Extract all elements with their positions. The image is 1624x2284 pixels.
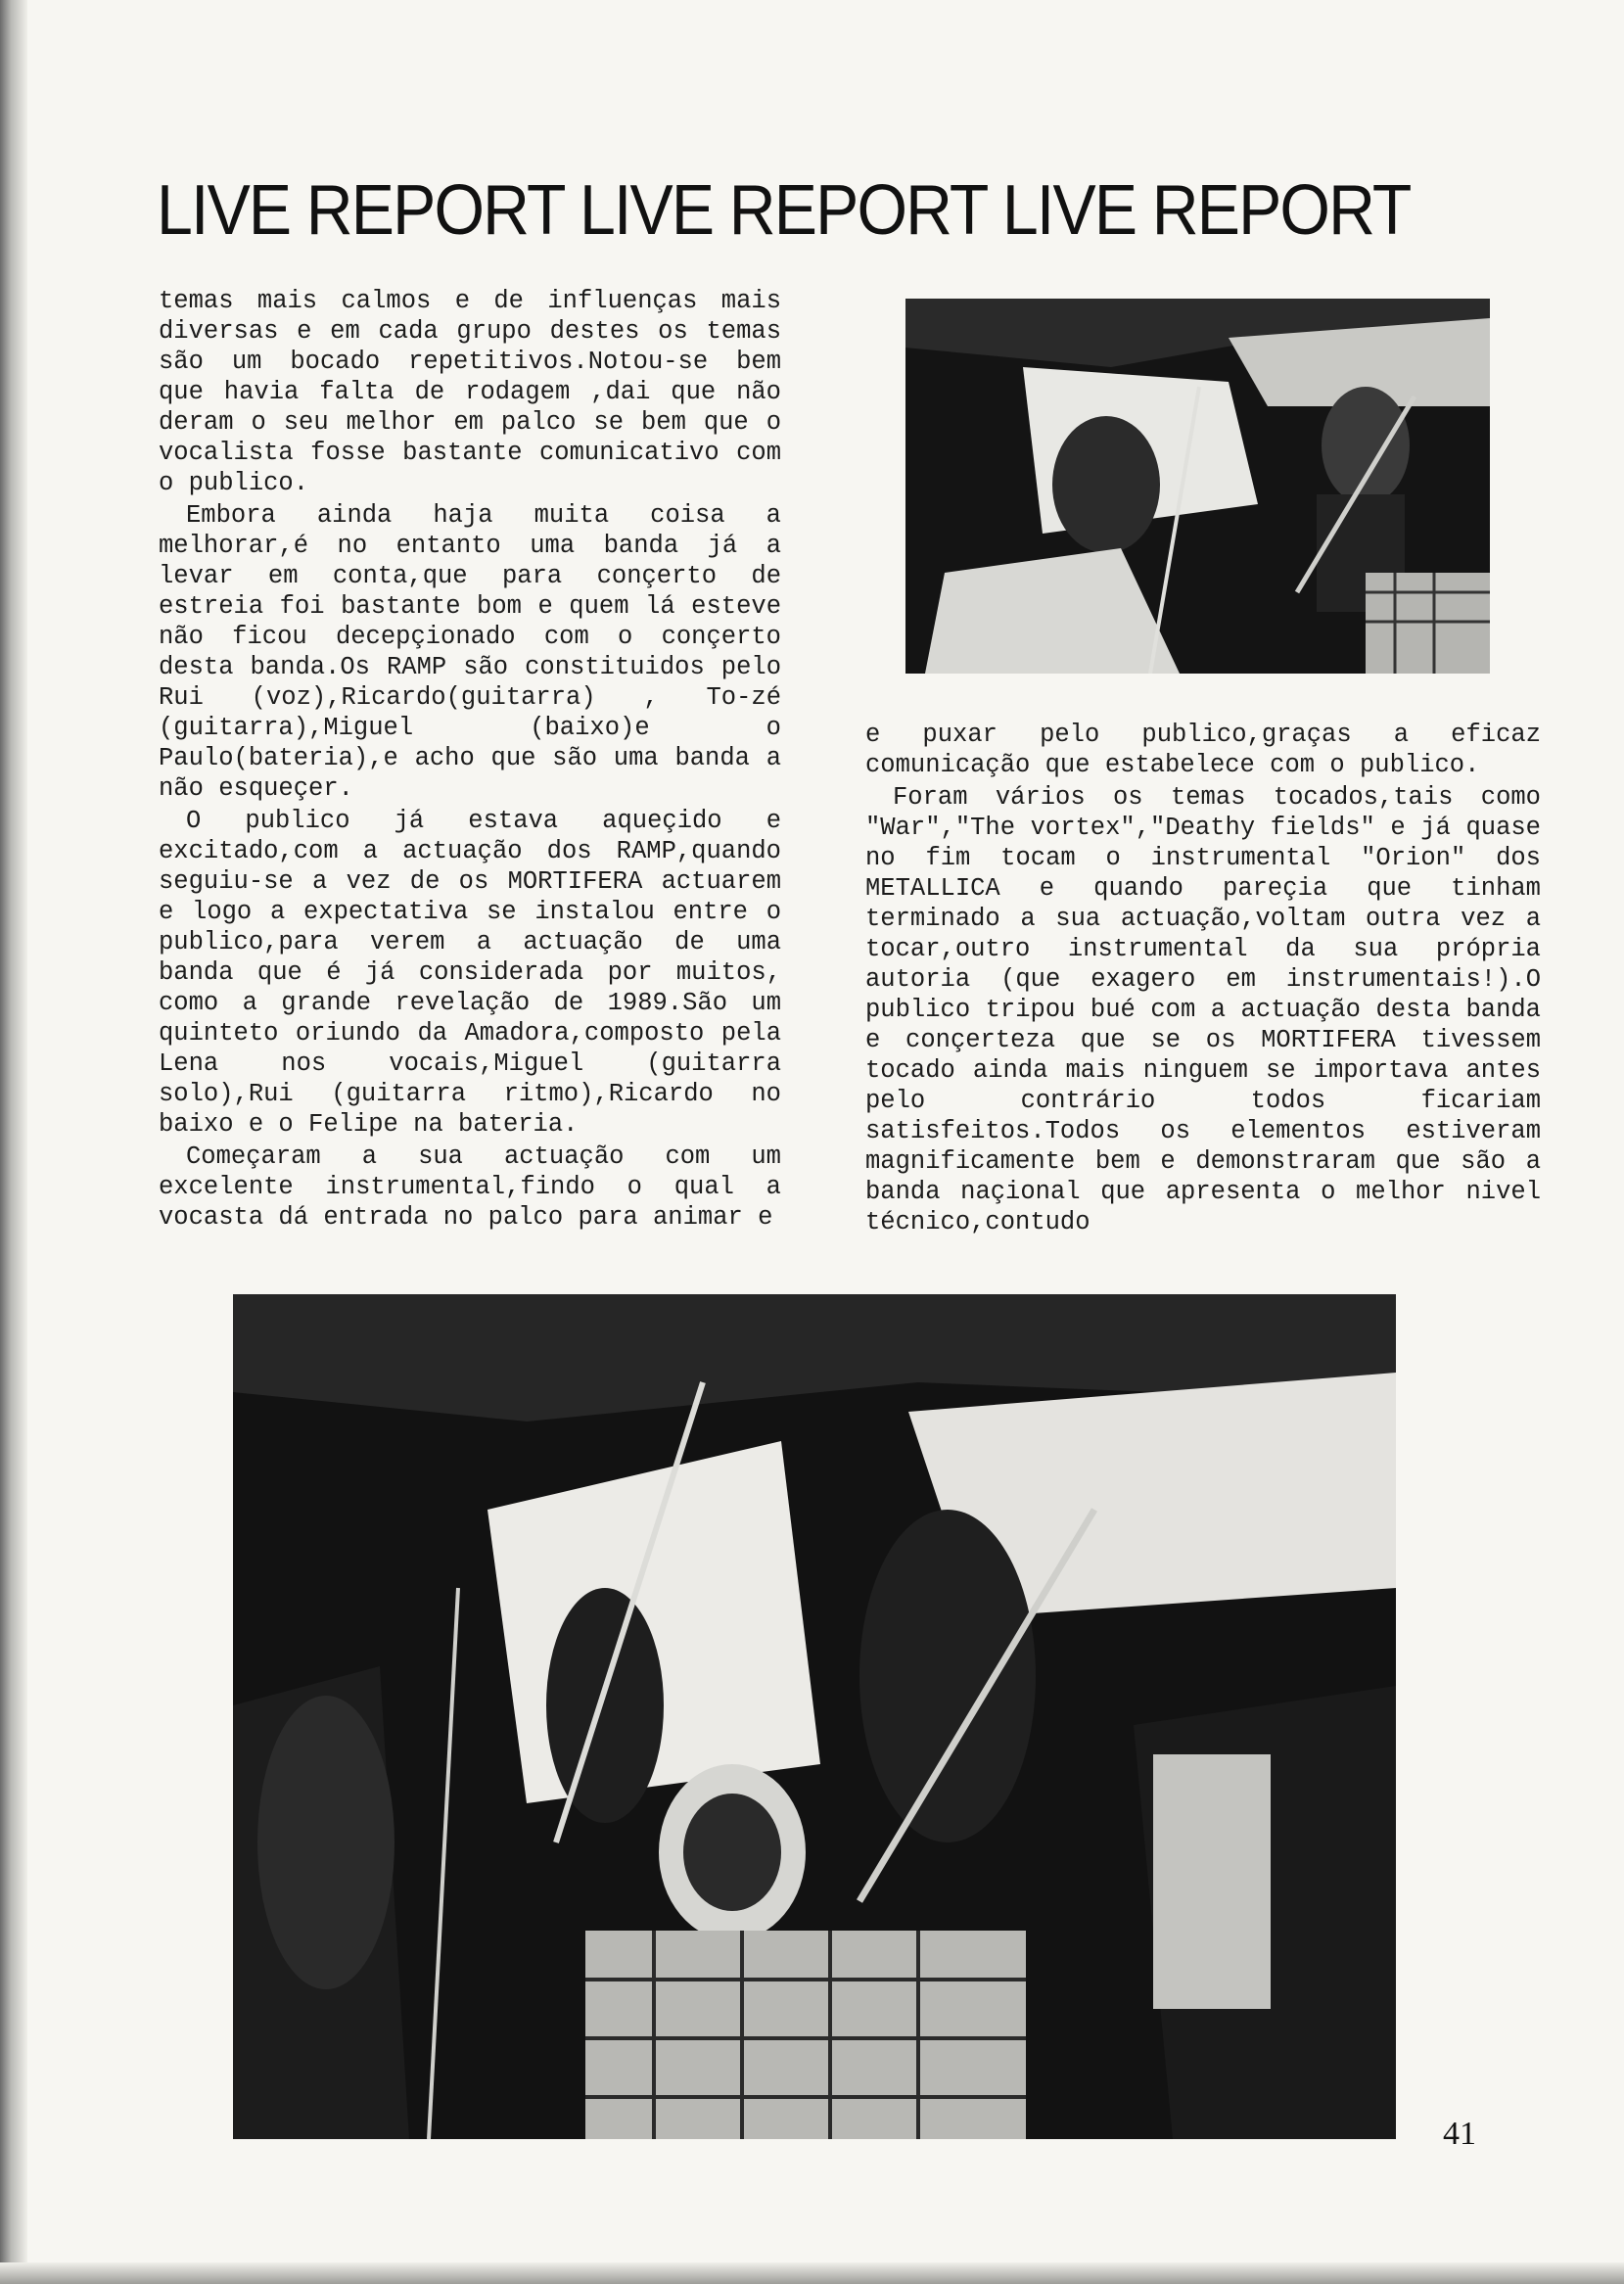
page-number: 41 <box>1443 2116 1476 2152</box>
left-paragraph-2: Embora ainda haja muita coisa a melhorar,é no entanto uma banda já a levar em conta,que para conçerto de estreia foi bastante bom e quem lá esteve não ficou decepçionado com o conçerto desta banda.Os RAMP são constituidos pelo Rui (voz),Ricardo(guitarra) , To-zé (guitarra),Miguel (baixo)e o Paulo(bateria),e acho que são uma banda a não esqueçer. <box>159 501 781 803</box>
left-paragraph-3: O publico já estava aqueçido e excitado,com a actuação dos RAMP,quando seguiu-se a vez de os MORTIFERA actuarem e logo a expectativa se instalou entre o publico,para verem a actuação de uma banda que é já considerada por muitos, como a grande revelação de 1989.São um quinteto oriundo da Amadora,composto pela Lena nos vocais,Miguel (guitarra solo),Rui (guitarra ritmo),Ricardo no baixo e o Felipe na bateria. <box>159 807 781 1139</box>
left-paragraph-1: temas mais calmos e de influenças mais diversas e em cada grupo destes os temas são um bocado repetitivos.Notou-se bem que havia falta de rodagem ,dai que não deram o seu melhor em palco se bem que o vocalista fosse bastante comunicativo com o publico. <box>159 287 781 497</box>
right-paragraph-1: e puxar pelo publico,graças a eficaz comunicação que estabelece com o publico. <box>865 721 1541 779</box>
left-paragraph-4: Começaram a sua actuação com um excelente instrumental,findo o qual a vocasta dá entrada no palco para animar e <box>159 1142 781 1232</box>
right-paragraph-2: Foram vários os temas tocados,tais como "War","The vortex","Deathy fields" e já quase no fim tocam o instrumental "Orion" dos METALLICA e quando pareçia que tinham terminado a sua actuação,voltam outra vez a tocar,outro instrumental da sua própria autoria (que exagero em instrumentais!).O publico tripou bué com a actuação desta banda e conçerteza que se os MORTIFERA tivessem tocado ainda mais ninguem se importava antes pelo contrário todos ficariam satisfeitos.Todos os elementos estiveram magnificamente bem e demonstraram que são a banda naçional que apresenta o melhor nivel técnico,contudo <box>865 783 1541 1236</box>
page-title: LIVE REPORT LIVE REPORT LIVE REPORT <box>157 171 1411 250</box>
right-text-column <box>865 720 1541 1237</box>
page-bottom-edge <box>0 2262 1624 2284</box>
left-text-column <box>159 286 781 1233</box>
page-binding-edge <box>0 0 27 2284</box>
concert-photo-bottom <box>233 1294 1396 2139</box>
concert-photo-top <box>905 299 1490 674</box>
